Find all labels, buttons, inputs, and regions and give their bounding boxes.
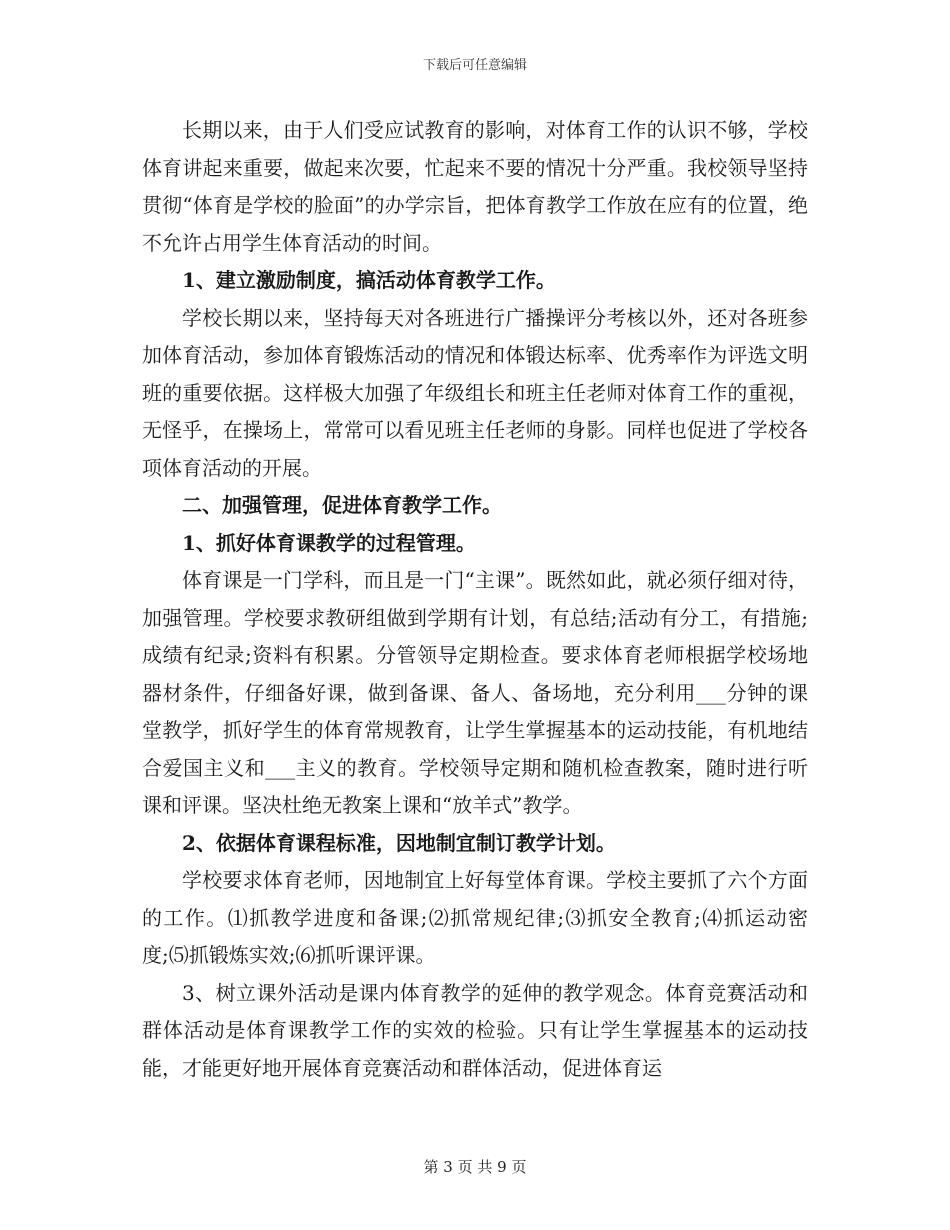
page-header: 下载后可任意编辑 (422, 58, 527, 73)
paragraph-incentive-system: 学校长期以来，坚持每天对各班进行广播操评分考核以外，还对各班参加体育活动，参加体育锻炼活动的情况和体锻达标率、优秀率作为评选文明班的重要依据。这样极大加强了年级组长和班主任老师对体育工作的重视，无怪乎，在操场上，常常可以看见班主任老师的身影。同样也促进了学校各项体育活动的开展。 (142, 305, 808, 480)
heading-strengthen-management: 二、加强管理，促进体育教学工作。 (182, 493, 502, 517)
heading-process-management: 1、抓好体育课教学的过程管理。 (182, 530, 476, 555)
paragraph-intro: 长期以来，由于人们受应试教育的影响，对体育工作的认识不够，学校体育讲起来重要，做起来次要，忙起来不要的情况十分严重。我校领导坚持贯彻“体育是学校的脸面”的办学宗旨，把体育教学工作放在应有的位置，绝不允许占用学生体育活动的时间。 (142, 118, 808, 255)
paragraph-process-management: 体育课是一门学科，而且是一门“主课”。既然如此，就必须仔细对待，加强管理。学校要求教研组做到学期有计划，有总结;活动有分工，有措施;成绩有纪录;资料有积累。分管领导定期检查。要求体育老师根据学校场地器材条件，仔细备好课，做到备课、备人、备场地，充分利用___分钟的课堂教学，抓好学生的体育常规教育，让学生掌握基本的运动技能，有机地结合爱国主义和___主义的教育。学校领导定期和随机检查教案，随时进行听课和评课。坚决杜绝无教案上课和“放羊式”教学。 (142, 568, 808, 817)
heading-incentive-system: 1、建立激励制度，搞活动体育教学工作。 (182, 268, 556, 292)
paragraph-curriculum-standards: 学校要求体育老师，因地制宜上好每堂体育课。学校主要抓了六个方面的工作。⑴抓教学进度和备课;⑵抓常规纪律;⑶抓安全教育;⑷抓运动密度;⑸抓锻炼实效;⑹抓听课评课。 (142, 868, 808, 967)
document-body (142, 112, 808, 1087)
paragraph-extracurricular: 3、树立课外活动是课内体育教学的延伸的教学观念。体育竞赛活动和群体活动是体育课教学工作的实效的检验。只有让学生掌握基本的运动技能，才能更好地开展体育竞赛活动和群体活动，促进体育运 (142, 980, 808, 1080)
heading-curriculum-standards: 2、依据体育课程标准，因地制宜制订教学计划。 (182, 830, 616, 855)
page-footer: 第 3 页 共 9 页 (423, 1158, 527, 1176)
